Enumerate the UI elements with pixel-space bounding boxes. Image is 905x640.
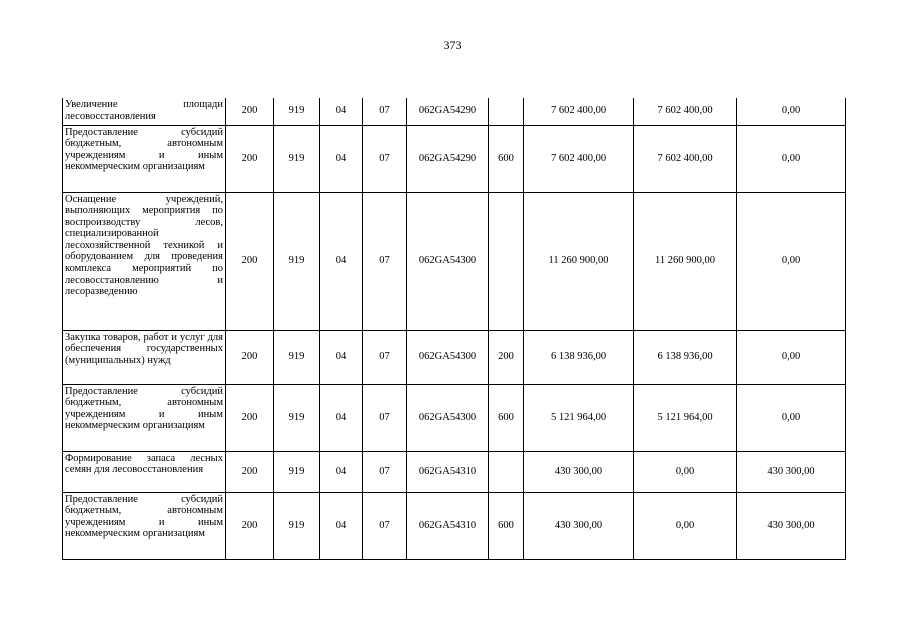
row-name: Увеличение площади лесовосстановления	[63, 98, 226, 125]
cell-target-code: 062GA54300	[407, 192, 489, 330]
cell-subsection: 07	[363, 192, 407, 330]
cell-code-1: 200	[226, 98, 274, 125]
cell-code-1: 200	[226, 492, 274, 559]
cell-target-code: 062GA54310	[407, 492, 489, 559]
table-row	[63, 384, 846, 451]
cell-subsection: 07	[363, 451, 407, 492]
table-row	[63, 451, 846, 492]
cell-target-code: 062GA54300	[407, 330, 489, 384]
cell-subsection: 07	[363, 384, 407, 451]
cell-amount-2: 6 138 936,00	[634, 330, 737, 384]
cell-expense-type: 200	[489, 330, 524, 384]
cell-code-1: 200	[226, 125, 274, 192]
cell-code-2: 919	[274, 125, 320, 192]
cell-section: 04	[320, 451, 363, 492]
cell-code-1: 200	[226, 192, 274, 330]
cell-code-2: 919	[274, 330, 320, 384]
cell-amount-1: 5 121 964,00	[524, 384, 634, 451]
cell-section: 04	[320, 384, 363, 451]
page-number: 373	[443, 38, 462, 52]
cell-code-1: 200	[226, 330, 274, 384]
budget-table	[62, 98, 846, 560]
cell-section: 04	[320, 192, 363, 330]
cell-amount-1: 11 260 900,00	[524, 192, 634, 330]
cell-subsection: 07	[363, 98, 407, 125]
row-name: Предоставление субсидий бюджетным, автономным учреждениям и иным некоммерческим организациям	[63, 125, 226, 192]
cell-expense-type: 600	[489, 384, 524, 451]
cell-amount-3: 0,00	[737, 192, 846, 330]
cell-target-code: 062GA54290	[407, 125, 489, 192]
row-name: Предоставление субсидий бюджетным, автономным учреждениям и иным некоммерческим организациям	[63, 384, 226, 451]
table-row	[63, 98, 846, 125]
cell-amount-3: 0,00	[737, 384, 846, 451]
table-row	[63, 492, 846, 559]
cell-subsection: 07	[363, 492, 407, 559]
cell-expense-type: 600	[489, 492, 524, 559]
table-row	[63, 192, 846, 330]
row-name: Предоставление субсидий бюджетным, автономным учреждениям и иным некоммерческим организациям	[63, 492, 226, 559]
cell-amount-2: 11 260 900,00	[634, 192, 737, 330]
cell-amount-2: 0,00	[634, 492, 737, 559]
cell-target-code: 062GA54290	[407, 98, 489, 125]
cell-expense-type: 600	[489, 125, 524, 192]
cell-subsection: 07	[363, 330, 407, 384]
cell-amount-2: 7 602 400,00	[634, 98, 737, 125]
cell-amount-1: 430 300,00	[524, 492, 634, 559]
cell-amount-2: 5 121 964,00	[634, 384, 737, 451]
cell-code-2: 919	[274, 384, 320, 451]
cell-expense-type	[489, 192, 524, 330]
cell-target-code: 062GA54310	[407, 451, 489, 492]
cell-code-2: 919	[274, 98, 320, 125]
cell-subsection: 07	[363, 125, 407, 192]
cell-amount-3: 430 300,00	[737, 451, 846, 492]
cell-amount-3: 0,00	[737, 125, 846, 192]
cell-amount-1: 7 602 400,00	[524, 98, 634, 125]
cell-amount-1: 430 300,00	[524, 451, 634, 492]
cell-code-2: 919	[274, 192, 320, 330]
cell-section: 04	[320, 330, 363, 384]
cell-amount-1: 7 602 400,00	[524, 125, 634, 192]
row-name: Формирование запаса лесных семян для лесовосстановления	[63, 451, 226, 492]
table-row	[63, 330, 846, 384]
cell-expense-type	[489, 98, 524, 125]
cell-target-code: 062GA54300	[407, 384, 489, 451]
cell-code-1: 200	[226, 384, 274, 451]
cell-code-2: 919	[274, 451, 320, 492]
cell-section: 04	[320, 492, 363, 559]
table-row	[63, 125, 846, 192]
cell-code-2: 919	[274, 492, 320, 559]
cell-section: 04	[320, 125, 363, 192]
row-name: Оснащение учреждений, выполняющих мероприятия по воспроизводству лесов, специализированной лесохозяйственной техникой и оборудованием для проведения комплекса мероприятий по лесовосстановлению и лесоразведению	[63, 192, 226, 330]
cell-amount-2: 0,00	[634, 451, 737, 492]
cell-amount-2: 7 602 400,00	[634, 125, 737, 192]
cell-amount-1: 6 138 936,00	[524, 330, 634, 384]
cell-amount-3: 0,00	[737, 98, 846, 125]
cell-amount-3: 430 300,00	[737, 492, 846, 559]
cell-expense-type	[489, 451, 524, 492]
cell-section: 04	[320, 98, 363, 125]
cell-code-1: 200	[226, 451, 274, 492]
cell-amount-3: 0,00	[737, 330, 846, 384]
row-name: Закупка товаров, работ и услуг для обеспечения государственных (муниципальных) нужд	[63, 330, 226, 384]
